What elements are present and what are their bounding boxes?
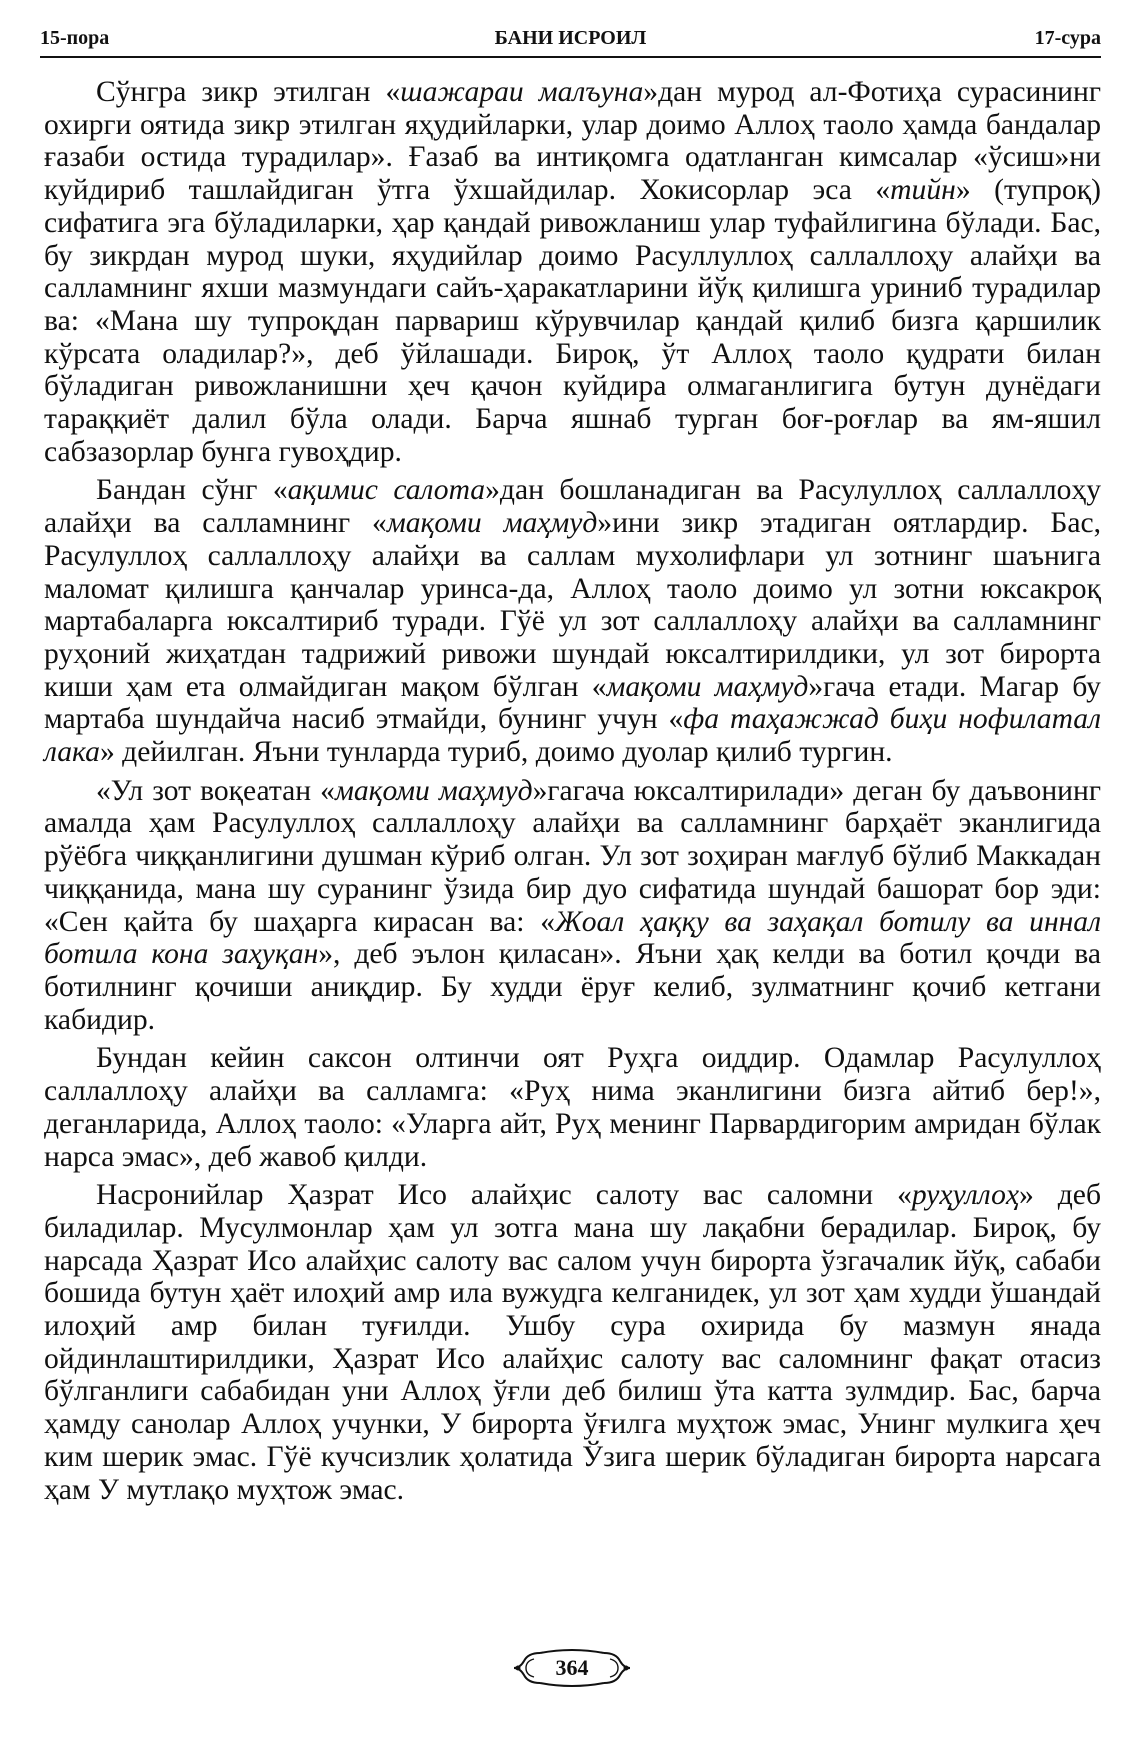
paragraph: [44, 474, 1101, 768]
text-segment: »гагача юксалтирилади» деган бу даъвонинг амалда ҳам Расулуллоҳ саллаллоҳу алайҳи ва салламнинг барҳаёт эканлигида рўёбга чиққанлигини душман кўриб олган. Ул зот зоҳиран мағлуб бўлиб Маккадан чиққанида, мана шу суранинг ўзида бир дуо сифатида шундай башорат бор эди: «Сен қайта бу шаҳарга кирасан ва: «: [44, 774, 1101, 938]
body-text: [44, 76, 1101, 1512]
text-segment: Сўнгра зикр этилган «: [96, 76, 401, 108]
surah-title: БАНИ ИСРОИЛ: [494, 27, 647, 49]
italic-phrase: Жоал ҳаққу ва заҳақал ботилу ва иннал ботила кона заҳуқан: [44, 905, 1102, 971]
text-segment: Бандан сўнг «: [96, 474, 288, 507]
text-segment: «Ул зот воқеатан «: [96, 774, 335, 807]
text-segment: » дейилган. Яъни тунларда туриб, доимо дуолар қилиб тургин.: [99, 736, 893, 769]
text-segment: »гача етади. Магар бу мартаба шундайча насиб этмайди, бунинг учун «: [44, 670, 1101, 736]
text-segment: »ини зикр этадиган оятлардир. Бас, Расулуллоҳ саллаллоҳу алайҳи ва саллам мухолифлари ул зотнинг шаънига маломат қилишга қанчалар уринса-да, Аллоҳ таоло доимо ул зотни юксакроқ мартабаларга юксалтириб туради. Гўё ул зот саллаллоҳу алайҳи ва салламнинг руҳоний жиҳатдан тадрижий ривожи шундай юксалтирилдики, ул зот бирорта киши ҳам ета олмайдиган мақом бўлган «: [44, 507, 1101, 703]
italic-phrase: мақоми маҳмуд: [606, 670, 809, 703]
header-rule: [40, 56, 1101, 58]
surah-number-label: 17-сура: [1034, 27, 1101, 49]
italic-phrase: мақоми маҳмуд: [386, 507, 598, 540]
italic-phrase: шажараи малъуна: [400, 76, 644, 108]
italic-phrase: мақоми маҳмуд: [334, 774, 533, 807]
italic-phrase: ақимис салота: [287, 474, 486, 507]
text-segment: Бундан кейин саксон олтинчи оят Руҳга оиддир. Одамлар Расулуллоҳ саллаллоҳу алайҳи ва салламга: «Руҳ нима эканлигини бизга айтиб бер!», деганларида, Аллоҳ таоло: «Уларга айт, Руҳ менинг Парвардигорим амридан бўлак нарса эмас», деб жавоб қилди.: [44, 1042, 1101, 1173]
page-number: 364: [555, 1655, 589, 1680]
text-segment: »дан мурод ал-Фотиҳа сурасининг охирги оятида зикр этилган яҳудийларки, улар доимо Аллоҳ таоло ҳамда бандалар ғазаби остида турадилар». Ғазаб ва интиқомга одатланган кимсалар «ўсиш»ни куйдириб ташлайдиган ўтга ўхшайдилар. Хокисорлар эса «: [44, 76, 1101, 207]
italic-phrase: фа таҳажжад биҳи нофилатал лака: [44, 703, 1101, 769]
text-segment: », деб эълон қиласан». Яъни ҳақ келди ва ботил қочди ва ботилнинг қочиши аниқдир. Бу худди ёруғ келиб, зулматнинг қочиб кетгани кабидир.: [44, 938, 1101, 1036]
italic-phrase: тийн: [890, 174, 956, 207]
paragraph: [44, 1179, 1101, 1506]
italic-phrase: руҳуллоҳ: [911, 1179, 1020, 1212]
text-segment: » деб биладилар. Мусулмонлар ҳам ул зотга мана шу лақабни берадилар. Бироқ, бу нарсада Ҳазрат Исо алайҳис салоту вас салом учун бирорта ўзгачалик йўқ, сабаби бошида бутун ҳаёт илоҳий амр ила вужудга келганидек, ул зот ҳам худди ўшандай илоҳий амр билан туғилди. Ушбу сура охирида бу мазмун янада ойдинлаштирилдики, Ҳазрат Исо алайҳис салоту вас саломнинг фақат отасиз бўлганлиги сабабидан уни Аллоҳ ўғли деб билиш ўта катта зулмдир. Бас, барча ҳамду санолар Аллоҳ учунки, У бирорта ўғилга муҳтож эмас, Унинг мулкига ҳеч ким шерик эмас. Гўё кучсизлик ҳолатида Ўзига шерик бўладиган бирорта нарсага ҳам У мутлақо муҳтож эмас.: [44, 1179, 1102, 1506]
text-segment: » (тупроқ) сифатига эга бўладиларки, ҳар қандай ривожланиш улар туфайлигина бўлади. Бас, бу зикрдан мурод шуки, яҳудийлар доимо Расуллуллоҳ саллаллоҳу алайҳи ва салламнинг яхши мазмундаги сайъ-ҳаракатларини йўқ қилишга уриниб турадилар ва: «Мана шу тупроқдан парвариш кўрувчилар қандай қилиб бизга қаршилик кўрсата оладилар?», деб ўйлашади. Бироқ, ўт Аллоҳ таоло қудрати билан бўладиган ривожланишни ҳеч қачон куйдира олмаганлигига бутун дунёдаги тараққиёт далил бўла олади. Барча яшнаб турган боғ-роғлар ва ям-яшил сабзазорлар бунга гувоҳдир.: [44, 174, 1101, 468]
paragraph: [44, 1042, 1101, 1173]
paragraph: [44, 76, 1101, 468]
running-header: [40, 24, 1101, 54]
text-segment: »дан бошланадиган ва Расулуллоҳ саллаллоҳу алайҳи ва салламнинг «: [44, 474, 1101, 540]
juz-label: 15-пора: [40, 27, 110, 49]
page-footer: [0, 1645, 1143, 1695]
text-segment: Насронийлар Ҳазрат Исо алайҳис салоту вас саломни «: [96, 1179, 912, 1212]
paragraph: [44, 775, 1101, 1037]
